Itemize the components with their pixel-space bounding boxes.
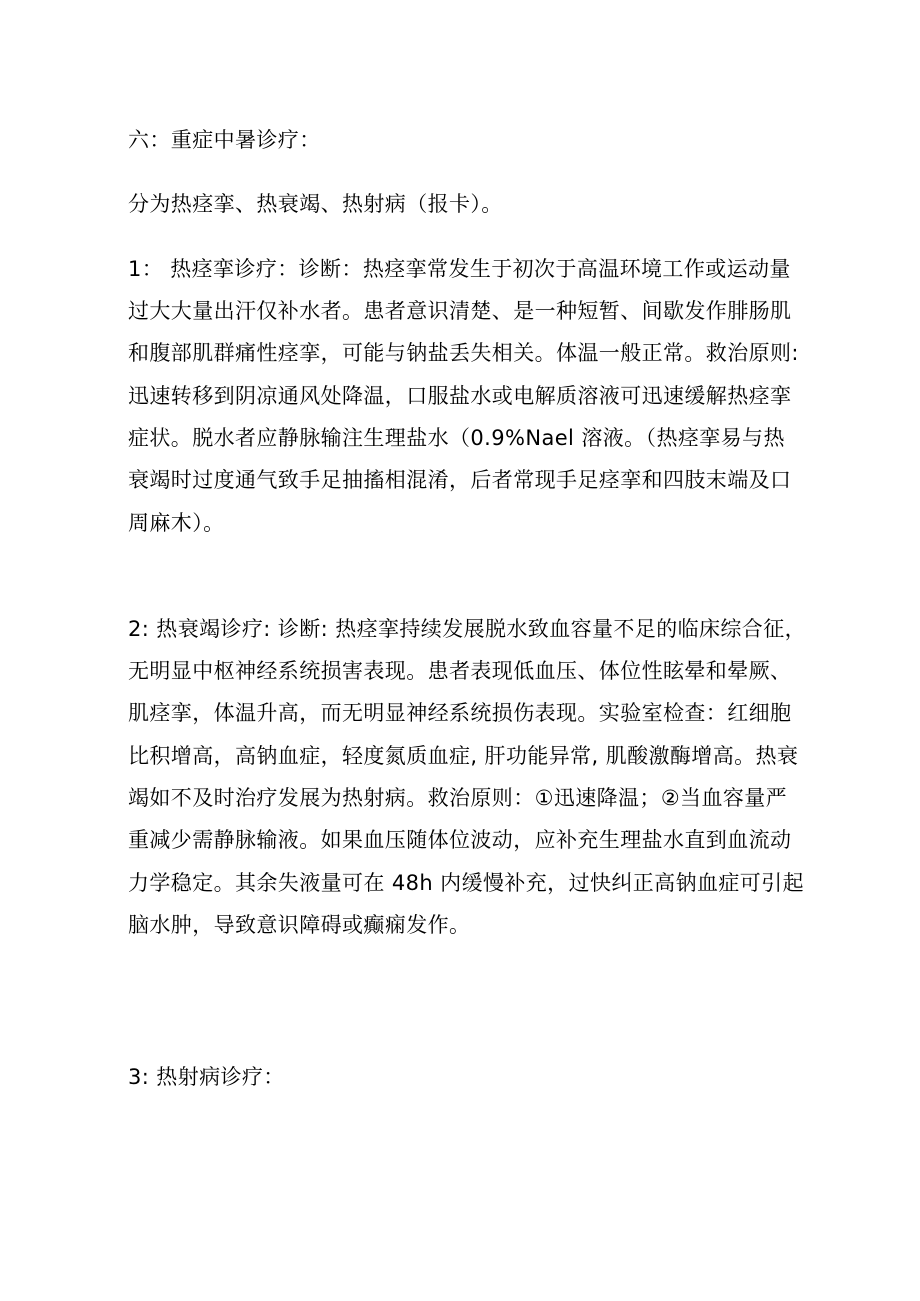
intro-paragraph: 分为热痉挛、热衰竭、热射病（报卡）。 (128, 192, 503, 216)
paragraph-line: 重减少需静脉输液。如果血压随体位波动，应补充生理盐水直到血流动 (128, 828, 792, 852)
paragraph-line: 脑水肿，导致意识障碍或癫痫发作。 (128, 913, 471, 937)
paragraph-line: 竭如不及时治疗发展为热射病。救治原则：①迅速降温；②当血容量严 (128, 786, 788, 810)
paragraph-line: 肌痉挛，体温升高，而无明显神经系统损伤表现。实验室检查：红细胞 (128, 701, 792, 725)
paragraph-line: 周麻木）。 (128, 511, 225, 535)
paragraph-line: 衰竭时过度通气致手足抽搐相混淆，后者常现手足痉挛和四肢末端及口 (128, 468, 792, 492)
paragraph-line: 2: 热衰竭诊疗: 诊断: 热痉挛持续发展脱水致血容量不足的临床综合征， (128, 617, 807, 641)
paragraph-line: 比积增高，高钠血症，轻度氮质血症, 肝功能异常, 肌酸激酶增高。热衰 (128, 744, 799, 768)
paragraph-line: 和腹部肌群痛性痉挛，可能与钠盐丢失相关。体温一般正常。救治原则: (128, 341, 799, 365)
paragraph-line: 症状。脱水者应静脉输注生理盐水（0.9%Nael 溶液。（热痉挛易与热 (128, 426, 785, 450)
paragraph-line: 1： 热痉挛诊疗：诊断：热痉挛常发生于初次于高温环境工作或运动量 (128, 257, 791, 281)
paragraph-line: 过大大量出汗仅补水者。患者意识清楚、是一种短暂、间歇发作腓肠肌 (128, 299, 792, 323)
paragraph-line: 迅速转移到阴凉通风处降温，口服盐水或电解质溶液可迅速缓解热痉挛 (128, 384, 792, 408)
paragraph-line: 无明显中枢神经系统损害表现。患者表现低血压、体位性眩晕和晕厥、 (128, 659, 792, 683)
paragraph-line: 力学稳定。其余失液量可在 48h 内缓慢补充，过快纠正高钠血症可引起 (128, 871, 804, 895)
section-heading: 六：重症中暑诊疗： (128, 128, 321, 152)
section-3-heading: 3: 热射病诊疗： (128, 1065, 285, 1089)
